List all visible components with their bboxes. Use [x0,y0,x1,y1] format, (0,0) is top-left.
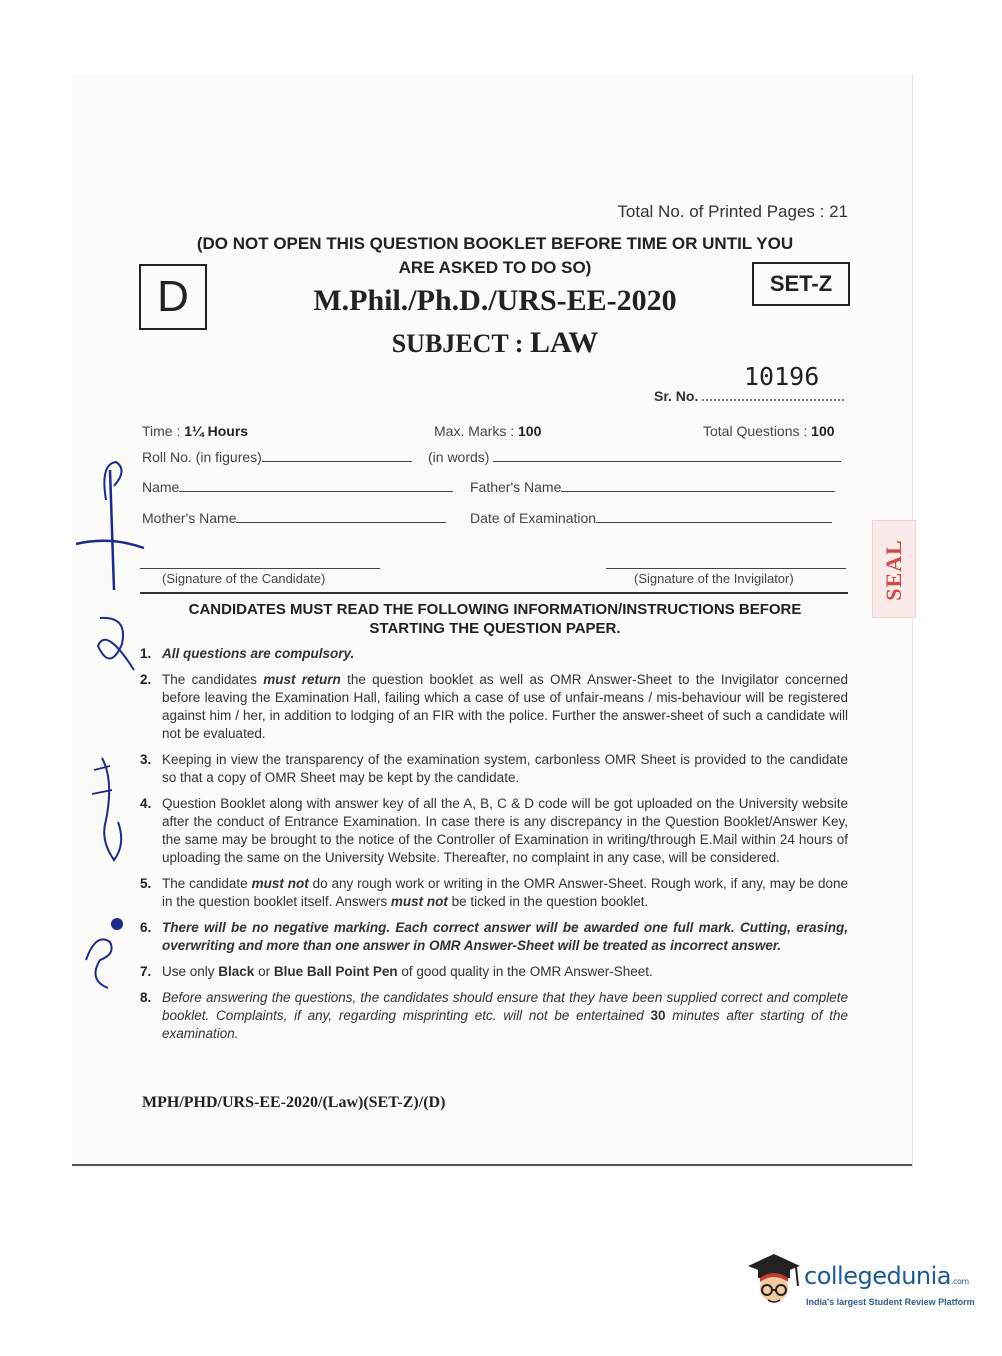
collegedunia-mascot-icon [744,1252,804,1314]
instruction-number: 7. [140,964,152,979]
total-questions-label: Total Questions : [703,423,808,439]
instruction-number: 1. [140,646,152,661]
instruction-text: minutes after starting of the examination. [162,1008,848,1041]
instructions-list [140,645,848,1043]
do-not-open-warning [140,232,850,280]
warning-line-2: ARE ASKED TO DO SO) [398,258,592,277]
roll-number-figures-field[interactable] [142,449,412,465]
exam-title: M.Phil./Ph.D./URS-EE-2020 [313,284,677,317]
instruction-text: Keeping in view the transparency of the examination system, carbonless OMR Sheet is provided to the candidate so that a copy of OMR Sheet may be kept by the candidate. [162,752,848,785]
serial-number-value: 10196 [744,362,820,391]
subject-heading [300,326,690,360]
roll-words-label: (in words) [428,449,490,465]
instruction-text: be ticked in the question booklet. [447,894,649,909]
instruction-item [140,963,848,981]
instruction-text: of good quality in the OMR Answer-Sheet. [397,964,653,979]
handwritten-signatures [70,440,150,1000]
instruction-text: The candidate [162,876,252,891]
instruction-item [140,751,848,787]
subject-label: SUBJECT : [391,329,524,358]
booklet-code-box: D [139,264,207,330]
instructions-heading-line-2: STARTING THE QUESTION PAPER. [369,620,621,637]
exam-date-field[interactable] [470,510,832,526]
instruction-item [140,875,848,911]
set-code-box: SET-Z [752,262,850,306]
instruction-text: Question Booklet along with answer key of all the A, B, C & D code will be got uploaded on the University website after the conduct of Entrance Examination. In case there is any discrepancy in the Question Booklet/Answer Key, the same may be brought to the notice of the Controller of Examination in writing/through E.Mail within 24 hours of uploading the same on the University Website. Thereafter, no complaint in any case, will be considered. [162,796,848,865]
max-marks-value: 100 [518,423,542,439]
instruction-text: All questions are compulsory. [162,646,355,661]
instruction-number: 8. [140,990,152,1005]
instruction-item [140,645,848,663]
instructions-heading-line-1: CANDIDATES MUST READ THE FOLLOWING INFORMATION/INSTRUCTIONS BEFORE [188,601,802,618]
instruction-text: There will be no negative marking. Each correct answer will be awarded one full mark. Cutting, erasing, overwriting and more than one answer in OMR Answer-Sheet will be treated as incorrect answer. [162,920,848,953]
warning-line-1: (DO NOT OPEN THIS QUESTION BOOKLET BEFORE TIME OR UNTIL YOU [196,234,794,253]
name-field[interactable] [142,479,453,495]
instruction-emphasis: must not [390,894,448,909]
instruction-item [140,671,848,743]
instruction-number: 2. [140,672,152,687]
roll-number-words-field[interactable] [428,449,841,465]
instruction-emphasis: must return [263,672,341,687]
serial-dotted-line [702,389,844,401]
max-marks-field [434,423,541,439]
collegedunia-tagline: India's largest Student Review Platform [806,1297,975,1307]
instruction-text: do any rough work or writing in the OMR Answer-Sheet. Rough work, if any, may be done in the question booklet itself. Answers [162,876,849,909]
mother-name-line[interactable] [236,510,446,523]
mother-name-field[interactable] [142,510,446,526]
instruction-number: 4. [140,796,152,811]
instruction-item [140,795,848,867]
instructions-divider [140,592,848,594]
collegedunia-logo [804,1262,969,1290]
time-label: Time : [142,423,181,439]
subject-value: LAW [529,326,599,359]
candidate-signature-label: (Signature of the Candidate) [162,571,326,586]
serial-number-label: Sr. No. [654,388,699,404]
name-label: Name [142,479,180,495]
instruction-item [140,919,848,955]
instruction-number: 5. [140,876,152,891]
instruction-emphasis: 30 [650,1008,666,1023]
instructions-heading [140,600,850,638]
instruction-emphasis: must not [251,876,309,891]
mother-name-label: Mother's Name [142,510,237,526]
time-field [142,423,248,439]
instruction-text: Use only [162,964,219,979]
collegedunia-suffix: .com [951,1277,969,1286]
invigilator-signature-line[interactable] [606,568,846,569]
father-name-line[interactable] [561,479,835,492]
instruction-text: the question booklet as well as OMR Answer-Sheet to the Invigilator concerned before leaving the Examination Hall, failing which a case of use of unfair-means / mis-behaviour will be registered against him / her, in addition to lodging of an FIR with the police. Further the answer-sheet of such a candidate will not be evaluated. [162,672,848,741]
roll-figures-label: Roll No. (in figures) [142,449,262,465]
instruction-number: 3. [140,752,152,767]
instruction-text: Before answering the questions, the candidates should ensure that they have been supplied correct and complete booklet. Complaints, if any, regarding misprinting etc. will not be entertained [162,990,848,1023]
instruction-text: or [254,964,274,979]
printed-pages-count: Total No. of Printed Pages : 21 [617,202,848,221]
instruction-item [140,989,848,1043]
instruction-number: 6. [140,920,152,935]
total-questions-field [703,423,835,439]
max-marks-label: Max. Marks : [434,423,515,439]
collegedunia-brand: collegedunia [804,1262,952,1290]
total-questions-value: 100 [811,423,835,439]
instruction-emphasis: Black [218,964,255,979]
invigilator-signature-label: (Signature of the Invigilator) [634,571,794,586]
instruction-emphasis: Blue Ball Point Pen [273,964,398,979]
instruction-text: The candidates [162,672,264,687]
footer-paper-code: MPH/PHD/URS-EE-2020/(Law)(SET-Z)/(D) [142,1094,446,1111]
serial-number-field [654,388,844,404]
candidate-signature-line[interactable] [140,568,380,569]
father-name-field[interactable] [470,479,835,495]
time-value: 1¼ Hours [184,423,249,439]
page-bottom-rule [72,1164,912,1166]
roll-words-line[interactable] [493,449,841,462]
father-name-label: Father's Name [470,479,562,495]
name-line[interactable] [179,479,453,492]
exam-date-line[interactable] [596,510,832,523]
roll-figures-line[interactable] [262,449,412,462]
exam-date-label: Date of Examination [470,510,597,526]
seal-stamp [872,520,916,618]
seal-text: SEAL [881,539,906,601]
